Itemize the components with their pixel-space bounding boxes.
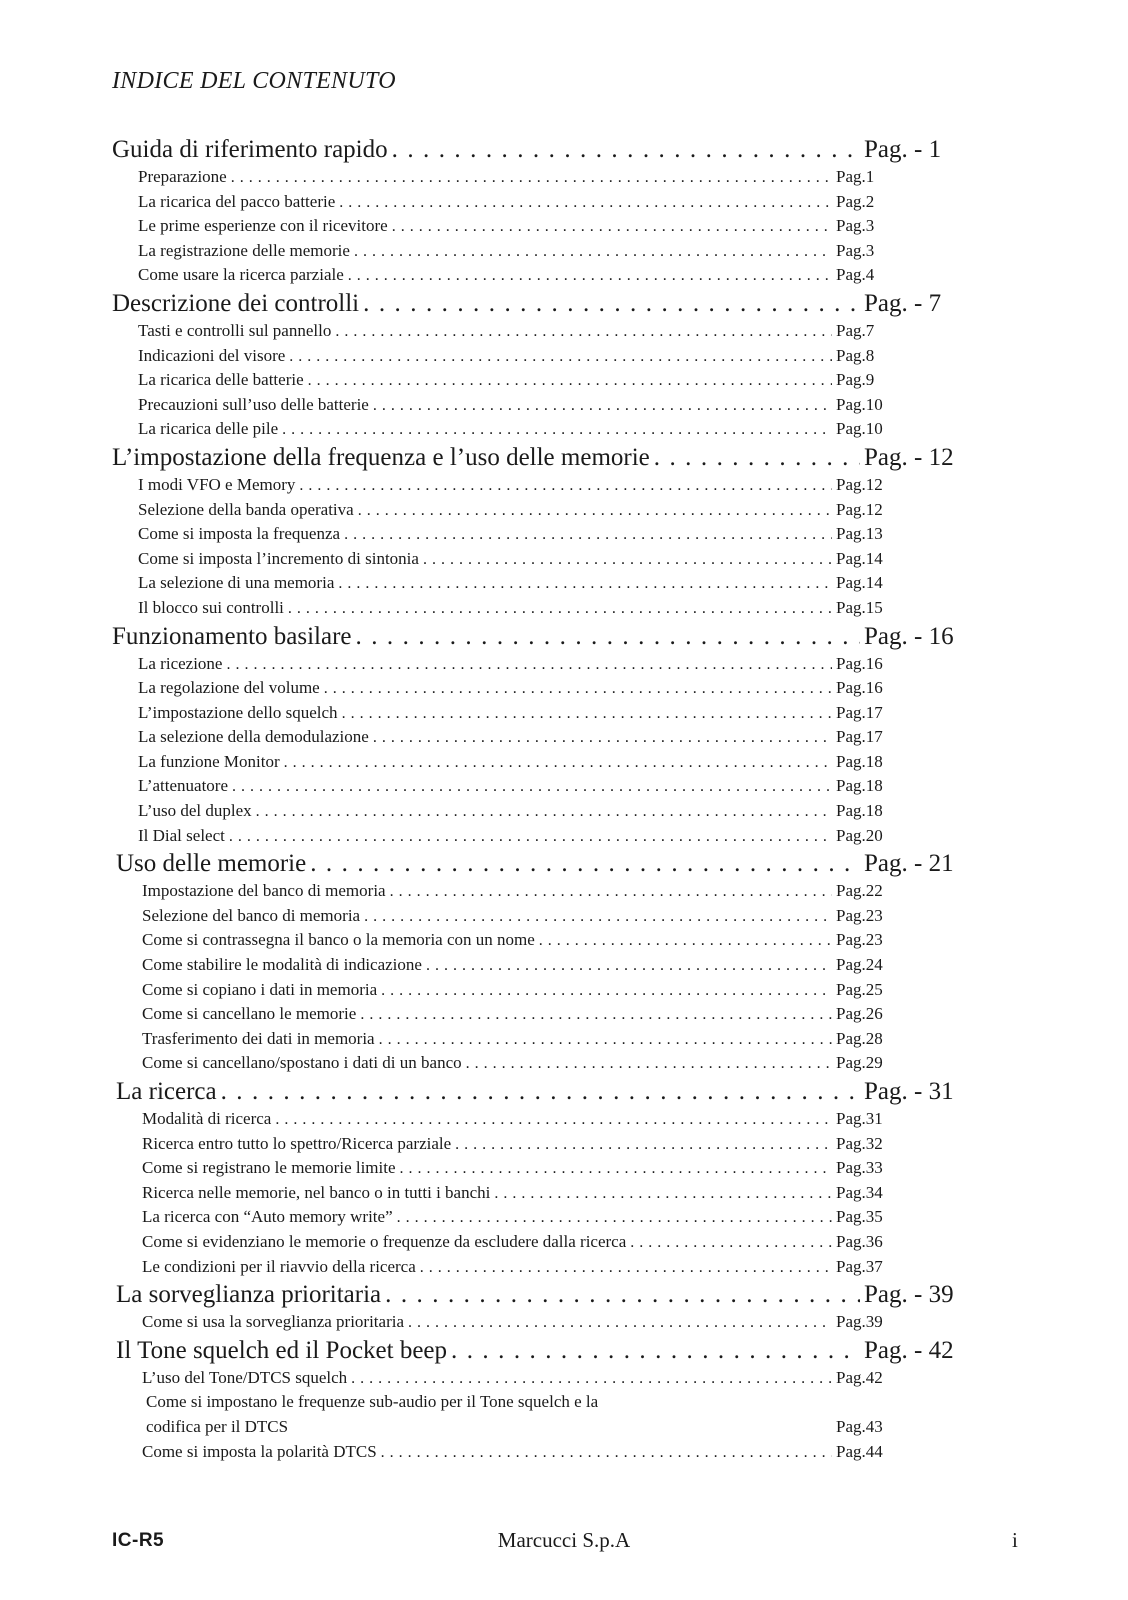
toc-entry[interactable] <box>112 703 894 728</box>
page-title: INDICE DEL CONTENUTO <box>112 68 396 94</box>
toc-entry[interactable] <box>112 549 894 574</box>
entry-page: Pag.10 <box>836 394 883 414</box>
entry-page: Pag.18 <box>836 751 883 771</box>
toc-entry[interactable] <box>116 1312 894 1337</box>
toc-entry[interactable] <box>116 980 894 1005</box>
entry-label: Ricerca entro tutto lo spettro/Ricerca parziale <box>142 1133 452 1153</box>
section-page: Pag. - 31 <box>864 1078 954 1105</box>
dot-leader <box>226 656 832 674</box>
entry-page: Pag.15 <box>836 597 883 617</box>
dot-leader <box>400 1160 832 1178</box>
entry-label: Come si cancellano/spostano i dati di un banco <box>142 1053 462 1073</box>
entry-page: Pag.1 <box>836 167 875 186</box>
entry-label-line2: codifica per il DTCS <box>146 1416 289 1436</box>
entry-page: Pag.23 <box>836 930 883 950</box>
entry-label: Come si usa la sorveglianza prioritaria <box>142 1312 404 1332</box>
entry-label: Le prime esperienze con il ricevitore <box>138 216 388 236</box>
entry-label: Le condizioni per il riavvio della ricerca <box>142 1256 416 1276</box>
toc-entry[interactable] <box>112 776 894 801</box>
toc-entry[interactable] <box>112 395 894 420</box>
dot-leader <box>231 169 832 187</box>
entry-page: Pag.44 <box>836 1441 883 1461</box>
section-title: Guida di riferimento rapido <box>112 136 388 163</box>
dot-leader <box>466 1055 832 1073</box>
toc-entry[interactable] <box>112 524 894 549</box>
dot-leader <box>338 575 832 593</box>
dot-leader <box>289 348 832 366</box>
entry-label: L’uso del duplex <box>138 801 252 821</box>
toc-section <box>112 1337 956 1466</box>
dot-leader <box>381 982 832 1000</box>
toc-entry[interactable] <box>116 1158 894 1183</box>
dot-leader <box>221 1078 860 1106</box>
dot-leader <box>284 754 832 772</box>
entry-page: Pag.25 <box>836 979 883 999</box>
toc-section <box>112 136 956 290</box>
dot-leader <box>397 1209 832 1227</box>
entry-label: Preparazione <box>138 167 227 186</box>
dot-leader <box>364 908 832 926</box>
entry-label: Come si cancellano le memorie <box>142 1004 357 1024</box>
entry-page: Pag.28 <box>836 1028 883 1048</box>
toc-entry[interactable] <box>112 419 894 444</box>
entry-label: Precauzioni sull’uso delle batterie <box>138 394 369 414</box>
toc-section-heading[interactable] <box>112 290 956 321</box>
entry-label: I modi VFO e Memory <box>138 474 296 494</box>
entry-label: Come si imposta l’incremento di sintonia <box>138 548 419 568</box>
dot-leader <box>308 372 832 390</box>
entry-label: Indicazioni del visore <box>138 345 286 365</box>
section-title: La ricerca <box>116 1078 217 1105</box>
section-page: Pag. - 7 <box>864 289 942 317</box>
toc-entry[interactable] <box>112 727 894 752</box>
entry-label: Come stabilire le modalità di indicazione <box>142 955 422 975</box>
toc-section <box>112 290 956 444</box>
entry-page: Pag.20 <box>836 825 883 845</box>
entry-page: Pag.8 <box>836 345 875 365</box>
toc-entry[interactable] <box>116 1257 894 1282</box>
section-title: Il Tone squelch ed il Pocket beep <box>116 1336 448 1364</box>
toc-entry[interactable] <box>116 1004 894 1029</box>
dot-leader <box>360 1006 832 1024</box>
dot-leader <box>229 828 832 846</box>
dot-leader <box>358 502 832 520</box>
entry-label: Modalità di ricerca <box>142 1109 272 1128</box>
toc-entry[interactable] <box>116 955 894 980</box>
dot-leader <box>335 323 832 341</box>
entry-label: L’uso del Tone/DTCS squelch <box>142 1367 348 1387</box>
entry-page: Pag.17 <box>836 702 883 722</box>
dot-leader <box>420 1259 832 1277</box>
entry-label: Come si imposta la polarità DTCS <box>142 1441 377 1461</box>
entry-label: La ricezione <box>138 653 223 673</box>
dot-leader <box>354 243 832 261</box>
dot-leader <box>654 444 860 472</box>
section-title: Funzionamento basilare <box>112 622 352 650</box>
toc-section-heading[interactable] <box>112 623 956 654</box>
toc-entry[interactable] <box>112 598 894 623</box>
dot-leader <box>423 551 832 569</box>
footer-company: Marcucci S.p.A <box>497 1528 631 1552</box>
entry-page: Pag.37 <box>836 1256 883 1276</box>
entry-label: Selezione della banda operativa <box>138 499 354 519</box>
toc-section-heading[interactable] <box>112 1281 956 1312</box>
entry-label: La funzione Monitor <box>138 751 280 771</box>
dot-leader <box>256 803 832 821</box>
entry-label: Come si contrassegna il banco o la memoria con un nome <box>142 930 535 950</box>
dot-leader <box>351 1370 832 1388</box>
entry-page: Pag.26 <box>836 1004 883 1024</box>
toc-entry[interactable] <box>112 678 894 703</box>
toc-entry-multiline[interactable] <box>116 1392 956 1417</box>
toc-entry[interactable] <box>112 801 894 826</box>
dot-leader <box>356 623 860 651</box>
dot-leader <box>299 477 832 495</box>
entry-label: Il Dial select <box>138 825 225 845</box>
toc-entry[interactable] <box>116 1109 894 1134</box>
toc-entry[interactable] <box>112 167 894 192</box>
section-page: Pag. - 12 <box>864 443 954 471</box>
toc-section-heading[interactable] <box>112 136 956 167</box>
entry-page: Pag.17 <box>836 727 883 747</box>
entry-label: Come usare la ricerca parziale <box>138 265 344 285</box>
entry-page: Pag.43 <box>836 1416 883 1436</box>
dot-leader <box>282 421 832 439</box>
section-page: Pag. - 42 <box>864 1336 954 1364</box>
dot-leader <box>379 1031 832 1049</box>
dot-leader <box>385 1281 860 1309</box>
entry-label: La selezione della demodulazione <box>138 727 369 747</box>
entry-page: Pag.35 <box>836 1207 883 1227</box>
dot-leader <box>455 1136 832 1154</box>
toc-entry[interactable] <box>112 216 894 241</box>
dot-leader <box>232 778 832 796</box>
entry-label: La ricarica delle batterie <box>138 370 304 390</box>
entry-page: Pag.22 <box>836 881 883 901</box>
entry-page: Pag.42 <box>836 1367 883 1387</box>
dot-leader <box>363 290 860 318</box>
entry-label: Il blocco sui controlli <box>138 597 284 617</box>
entry-page: Pag.16 <box>836 653 883 673</box>
section-title: Uso delle memorie <box>116 850 307 878</box>
footer-page-number: i <box>1012 1528 1018 1552</box>
entry-page: Pag.36 <box>836 1231 883 1251</box>
entry-label: La registrazione delle memorie <box>138 240 350 260</box>
toc-entry[interactable] <box>112 241 894 266</box>
entry-label: Come si evidenziano le memorie o frequenze da escludere dalla ricerca <box>142 1231 627 1251</box>
toc-entry[interactable] <box>112 752 894 777</box>
dot-leader <box>339 194 832 212</box>
toc-section <box>112 623 956 851</box>
toc-entry[interactable] <box>112 475 894 500</box>
dot-leader <box>390 883 832 901</box>
dot-leader <box>373 397 832 415</box>
dot-leader <box>310 850 860 878</box>
toc-entry[interactable] <box>112 573 894 598</box>
dot-leader <box>408 1314 832 1332</box>
toc-entry[interactable] <box>116 1183 894 1208</box>
toc-section-heading[interactable] <box>112 444 956 475</box>
dot-leader <box>275 1111 832 1129</box>
section-page: Pag. - 39 <box>864 1281 954 1309</box>
dot-leader <box>494 1185 832 1203</box>
entry-page: Pag.4 <box>836 265 875 285</box>
entry-page: Pag.29 <box>836 1053 883 1073</box>
entry-label: La ricarica delle pile <box>138 419 279 439</box>
entry-label: Come si imposta la frequenza <box>138 524 341 544</box>
toc-entry[interactable] <box>112 370 894 395</box>
toc-entry[interactable] <box>116 1368 894 1393</box>
table-of-contents <box>112 136 956 1466</box>
dot-leader <box>348 267 832 285</box>
toc-section <box>112 1078 956 1281</box>
entry-page: Pag.23 <box>836 905 883 925</box>
entry-label: L’attenuatore <box>138 776 228 796</box>
toc-entry[interactable] <box>116 1232 894 1257</box>
dot-leader <box>630 1234 832 1252</box>
toc-section-heading[interactable] <box>112 1337 956 1368</box>
entry-label: Come si copiano i dati in memoria <box>142 979 378 999</box>
toc-section <box>112 444 956 623</box>
entry-page: Pag.14 <box>836 573 883 593</box>
entry-label: La ricerca con “Auto memory write” <box>142 1207 393 1227</box>
dot-leader <box>373 729 832 747</box>
entry-label: La ricarica del pacco batterie <box>138 191 336 211</box>
toc-entry[interactable] <box>116 1053 894 1078</box>
entry-page: Pag.16 <box>836 678 883 698</box>
toc-entry[interactable] <box>112 321 894 346</box>
entry-page: Pag.34 <box>836 1182 883 1202</box>
section-title: L’impostazione della frequenza e l’uso delle memorie <box>112 443 650 471</box>
toc-entry[interactable] <box>112 654 894 679</box>
entry-page: Pag.39 <box>836 1312 883 1332</box>
dot-leader <box>381 1444 832 1462</box>
entry-page: Pag.12 <box>836 474 883 494</box>
toc-entry[interactable] <box>116 1029 894 1054</box>
entry-label: Come si registrano le memorie limite <box>142 1158 396 1178</box>
entry-page: Pag.7 <box>836 320 875 340</box>
dot-leader <box>344 526 832 544</box>
entry-label: Tasti e controlli sul pannello <box>138 320 332 340</box>
toc-section-heading[interactable] <box>112 850 956 881</box>
dot-leader <box>392 218 832 236</box>
toc-entry[interactable] <box>116 1207 894 1232</box>
entry-page: Pag.10 <box>836 419 883 439</box>
section-page: Pag. - 21 <box>864 850 954 878</box>
toc-entry[interactable] <box>112 346 894 371</box>
entry-page: Pag.13 <box>836 524 883 544</box>
section-title: Descrizione dei controlli <box>112 289 360 317</box>
dot-leader <box>342 705 832 723</box>
section-page: Pag. - 1 <box>864 136 942 163</box>
entry-page: Pag.18 <box>836 801 883 821</box>
toc-section-heading[interactable] <box>112 1078 956 1109</box>
entry-label: L’impostazione dello squelch <box>138 702 338 722</box>
dot-leader <box>426 957 832 975</box>
toc-entry[interactable] <box>116 1442 894 1467</box>
dot-leader <box>324 680 832 698</box>
footer-model-name: IC-R5 <box>112 1530 165 1551</box>
entry-page: Pag.31 <box>836 1109 883 1128</box>
toc-section <box>112 1281 956 1337</box>
toc-entry[interactable] <box>112 500 894 525</box>
toc-entry[interactable] <box>112 192 894 217</box>
section-title: La sorveglianza prioritaria <box>116 1281 382 1309</box>
entry-page: Pag.12 <box>836 499 883 519</box>
entry-page: Pag.3 <box>836 216 875 236</box>
entry-label: Impostazione del banco di memoria <box>142 881 386 901</box>
entry-page: Pag.2 <box>836 191 875 211</box>
entry-label: La regolazione del volume <box>138 678 320 698</box>
dot-leader <box>539 932 832 950</box>
entry-label: Selezione del banco di memoria <box>142 905 361 925</box>
dot-leader <box>288 600 832 618</box>
toc-entry-multiline-end[interactable] <box>116 1417 894 1442</box>
toc-entry[interactable] <box>116 881 894 906</box>
section-page: Pag. - 16 <box>864 622 954 650</box>
entry-page: Pag.32 <box>836 1133 883 1153</box>
toc-entry[interactable] <box>112 826 894 851</box>
entry-label: Ricerca nelle memorie, nel banco o in tutti i banchi <box>142 1182 491 1202</box>
dot-leader <box>451 1337 860 1365</box>
toc-entry[interactable] <box>116 906 894 931</box>
entry-page: Pag.3 <box>836 240 875 260</box>
entry-page: Pag.24 <box>836 955 883 975</box>
entry-label: Trasferimento dei dati in memoria <box>142 1028 375 1048</box>
toc-entry[interactable] <box>112 265 894 290</box>
entry-page: Pag.18 <box>836 776 883 796</box>
toc-entry[interactable] <box>116 1134 894 1159</box>
toc-section <box>112 850 956 1078</box>
dot-leader <box>392 136 860 164</box>
entry-label: La selezione di una memoria <box>138 573 335 593</box>
entry-page: Pag.14 <box>836 548 883 568</box>
entry-page: Pag.9 <box>836 370 875 390</box>
entry-page: Pag.33 <box>836 1158 883 1178</box>
entry-label-line1: Come si impostano le frequenze sub-audio per il Tone squelch e la <box>146 1392 599 1412</box>
toc-entry[interactable] <box>116 930 894 955</box>
